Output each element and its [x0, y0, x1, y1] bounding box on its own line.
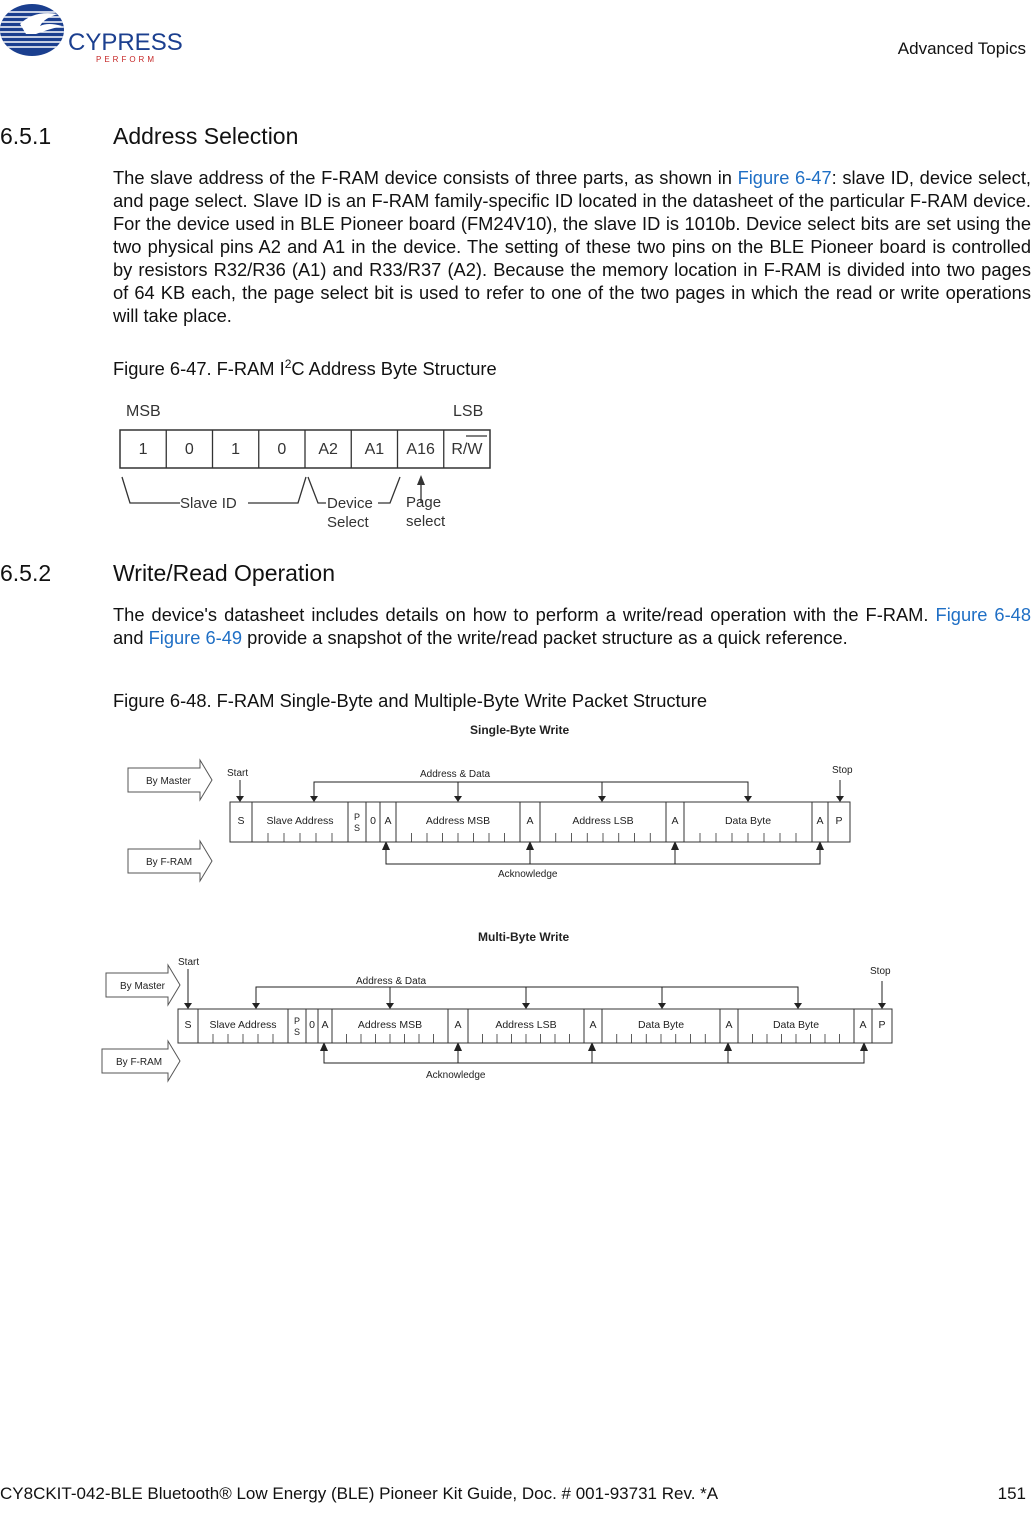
- packet-cell-label: A: [725, 1019, 733, 1031]
- bit-cell-label: 0: [277, 441, 287, 458]
- bit-cell-label: R/W: [451, 441, 483, 458]
- page-number: 151: [997, 1484, 1026, 1503]
- cypress-logo: [0, 0, 183, 64]
- packet-cell-label: A: [384, 815, 392, 827]
- packet-cell-label: Address MSB: [425, 815, 491, 827]
- section-number: 6.5.1: [0, 123, 52, 149]
- lsb-label: LSB: [453, 403, 484, 420]
- packet-cell-label: A: [859, 1019, 867, 1031]
- section-6-5-1-heading: [0, 123, 298, 150]
- paragraph-text: and: [113, 627, 149, 648]
- section-6-5-2-heading: [0, 560, 335, 587]
- msb-label: MSB: [126, 403, 161, 420]
- slave-id-label: Slave ID: [180, 495, 237, 512]
- multi-byte-title: Multi-Byte Write: [478, 930, 570, 944]
- start-label: Start: [178, 957, 200, 968]
- packet-cell-label: S: [237, 815, 245, 827]
- packet-cell-label: Data Byte: [637, 1019, 685, 1031]
- cypress-tree-icon: [0, 0, 183, 64]
- packet-cell-label: 0: [309, 1019, 315, 1031]
- bit-cell-label: 1: [138, 441, 148, 458]
- section-number: 6.5.2: [0, 560, 52, 586]
- packet-cell-label: A: [671, 815, 679, 827]
- address-selection-paragraph: [113, 166, 1031, 327]
- packet-cell-label: S: [353, 823, 361, 833]
- by-fram-label: By F-RAM: [116, 1057, 163, 1068]
- device-select-label-2: Select: [327, 514, 369, 531]
- paragraph-text: provide a snapshot of the write/read packet structure as a quick reference.: [242, 627, 848, 648]
- page-select-label: Page: [406, 494, 442, 511]
- caption-superscript: 2: [284, 357, 292, 371]
- device-select-label: Device: [327, 495, 373, 512]
- paragraph-text: The slave address of the F-RAM device consists of three parts, as shown in: [113, 167, 738, 188]
- packet-cell-label: Data Byte: [724, 815, 772, 827]
- packet-cell-label: S: [293, 1027, 301, 1037]
- address-data-label: Address & Data: [420, 769, 491, 780]
- footer-doc-title: CY8CKIT-042-BLE Bluetooth® Low Energy (BLE) Pioneer Kit Guide, Doc. # 001-93731 Rev. *A: [0, 1484, 719, 1503]
- bit-cell-label: 0: [184, 441, 194, 458]
- packet-cell-label: 0: [370, 815, 376, 827]
- figure-6-47-link[interactable]: Figure 6-47: [737, 167, 832, 188]
- address-data-label: Address & Data: [356, 976, 427, 987]
- svg-text:PERFORM: PERFORM: [96, 55, 157, 64]
- section-title: Write/Read Operation: [113, 560, 336, 586]
- section-title: Address Selection: [113, 123, 299, 149]
- packet-cell-label: Slave Address: [266, 815, 334, 827]
- stop-label: Stop: [832, 765, 853, 776]
- start-label: Start: [227, 768, 249, 779]
- single-byte-title: Single-Byte Write: [470, 723, 570, 737]
- figure-6-48-caption: Figure 6-48. F-RAM Single-Byte and Multiple-Byte Write Packet Structure: [113, 690, 708, 711]
- packet-cell-label: Data Byte: [772, 1019, 820, 1031]
- bit-cell-label: A16: [406, 441, 435, 458]
- stop-label: Stop: [870, 966, 891, 977]
- by-master-label: By Master: [120, 981, 166, 992]
- packet-cell-label: Address MSB: [357, 1019, 423, 1031]
- paragraph-text: : slave ID, device select, and page select. Slave ID is an F-RAM family-specific ID located in the datasheet of the particular F-RAM device. For the device used in BLE Pioneer board (FM24V10), the slave ID is 1010b. Device select bits are set using the two physical pins A2 and A1 in the device. The setting of these two pins on the BLE Pioneer board is controlled by resistors R32/R36 (A1) and R33/R37 (A2). Because the memory location in F-RAM is divided into two pages of 64 KB each, the page select bit is used to refer to one of the two pages in which the read or write operations will take place.: [113, 167, 1031, 326]
- multi-byte-write-diagram: [98, 925, 898, 1085]
- acknowledge-label: Acknowledge: [498, 869, 558, 880]
- page-select-label-2: select: [406, 513, 446, 530]
- packet-cell-label: P: [293, 1016, 301, 1026]
- bit-cell-label: A2: [318, 441, 338, 458]
- single-byte-write-diagram: [120, 718, 860, 888]
- acknowledge-label: Acknowledge: [426, 1070, 486, 1081]
- packet-cell-label: P: [353, 812, 361, 822]
- packet-cell-label: P: [835, 815, 843, 827]
- svg-text:CYPRESS: CYPRESS: [68, 29, 183, 56]
- packet-cell-label: A: [589, 1019, 597, 1031]
- bit-cell-label: A1: [364, 441, 385, 458]
- caption-text: Figure 6-47. F-RAM I: [113, 358, 285, 380]
- paragraph-text: The device's datasheet includes details on how to perform a write/read operation with the F-RAM.: [113, 604, 936, 625]
- packet-cell-label: P: [878, 1019, 886, 1031]
- packet-cell-label: A: [321, 1019, 329, 1031]
- packet-cell-label: A: [816, 815, 824, 827]
- figure-6-49-link[interactable]: Figure 6-49: [148, 627, 243, 648]
- packet-cell-label: A: [526, 815, 534, 827]
- address-byte-diagram: [110, 395, 500, 535]
- header-section-title: Advanced Topics: [897, 39, 1026, 58]
- by-master-label: By Master: [146, 776, 192, 787]
- packet-cell-label: Address LSB: [495, 1019, 557, 1031]
- figure-6-48-link[interactable]: Figure 6-48: [935, 604, 1031, 625]
- bit-cell-label: 1: [231, 441, 241, 458]
- packet-cell-label: A: [454, 1019, 462, 1031]
- write-read-paragraph: [113, 603, 1031, 649]
- packet-cell-label: Slave Address: [209, 1019, 277, 1031]
- by-fram-label: By F-RAM: [146, 857, 193, 868]
- caption-text: C Address Byte Structure: [291, 358, 497, 380]
- figure-6-47-caption: [113, 357, 497, 380]
- packet-cell-label: S: [184, 1019, 192, 1031]
- packet-cell-label: Address LSB: [572, 815, 634, 827]
- page-select-arrow: [417, 475, 425, 485]
